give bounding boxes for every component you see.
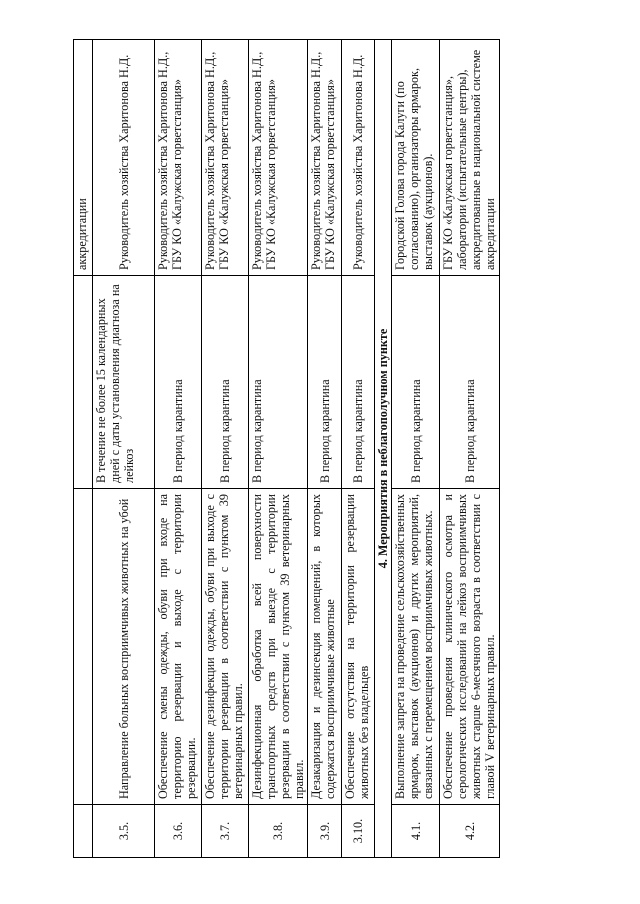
period-cell: В период карантина [155,276,202,489]
responsible-cell: Руководитель хозяйства Харитонова Н.Д., ГБУ КО «Калужская горветстанция» [202,40,249,276]
period-cell: В период карантина [342,276,375,489]
table-row [155,40,202,858]
measure-cell: Обеспечение дезинфекции одежды, обуви при выходе с территории резервации в соответствии с пунктом 39 ветеринарных правил. [202,489,249,805]
period-cell: В период карантина [392,276,440,489]
responsible-cell: Руководитель хозяйства Харитонова Н.Д., ГБУ КО «Калужская горветстанция» [249,40,308,276]
section-title: 4. Мероприятия в неблагополучном пункте [375,40,392,858]
measure-cell [74,489,93,805]
row-number [74,805,93,858]
measure-cell: Обеспечение отсутствия на территории резервации животных без владельцев [342,489,375,805]
measure-cell: Выполнение запрета на проведение сельскохозяйственных ярмарок, выставок (аукционов) и других мероприятий, связанных с перемещением восприимчивых животных. [392,489,440,805]
responsible-cell: аккредитации [74,40,93,276]
table-row [392,40,440,858]
measure-cell: Направление больных восприимчивых животных на убой [93,489,155,805]
period-cell: В период карантина [249,276,308,489]
period-cell: В течение не более 15 календарных дней с даты установления диагноза на лейкоз [93,276,155,489]
table-row [308,40,342,858]
table-row [93,40,155,858]
table-row [342,40,375,858]
responsible-cell: Руководитель хозяйства Харитонова Н.Д., ГБУ КО «Калужская горветстанция» [155,40,202,276]
measure-cell: Дезинфекционная обработка всей поверхности транспортных средств при выезде с территории резервации в соответствии с пунктом 39 ветеринарных правил. [249,489,308,805]
table-row [440,40,500,858]
table-row [202,40,249,858]
row-number: 3.6. [155,805,202,858]
section-header-row [375,40,392,858]
table-row [249,40,308,858]
row-number: 3.5. [93,805,155,858]
period-cell: В период карантина [308,276,342,489]
responsible-cell: Руководитель хозяйства Харитонова Н.Д. [342,40,375,276]
row-number: 4.2. [440,805,500,858]
responsible-cell: Руководитель хозяйства Харитонова Н.Д. [93,40,155,276]
row-number: 3.9. [308,805,342,858]
period-cell [74,276,93,489]
period-cell: В период карантина [202,276,249,489]
rotated-page [73,40,497,858]
row-number: 3.8. [249,805,308,858]
measure-cell: Обеспечение смены одежды, обуви при входе на территорию резервации и выходе с территории резервации. [155,489,202,805]
measures-table [73,39,500,858]
measure-cell: Обеспечение проведения клинического осмотра и серологических исследований на лейкоз восприимчивых животных старше 6-месячного возраста в соответствии с главой V ветеринарных правил. [440,489,500,805]
measure-cell: Дезакаризация и дезинсекция помещений, в которых содержатся восприимчивые животные [308,489,342,805]
responsible-cell: ГБУ КО «Калужская горветстанция», лаборатории (испытательные центры), аккредитованные в национальной системе аккредитации [440,40,500,276]
responsible-cell: Городской Голова города Калуги (по согласованию), организаторы ярмарок, выставок (аукционов). [392,40,440,276]
row-number: 3.7. [202,805,249,858]
table-row [74,40,93,858]
period-cell: В период карантина [440,276,500,489]
row-number: 3.10. [342,805,375,858]
responsible-cell: Руководитель хозяйства Харитонова Н.Д., ГБУ КО «Калужская горветстанция» [308,40,342,276]
row-number: 4.1. [392,805,440,858]
